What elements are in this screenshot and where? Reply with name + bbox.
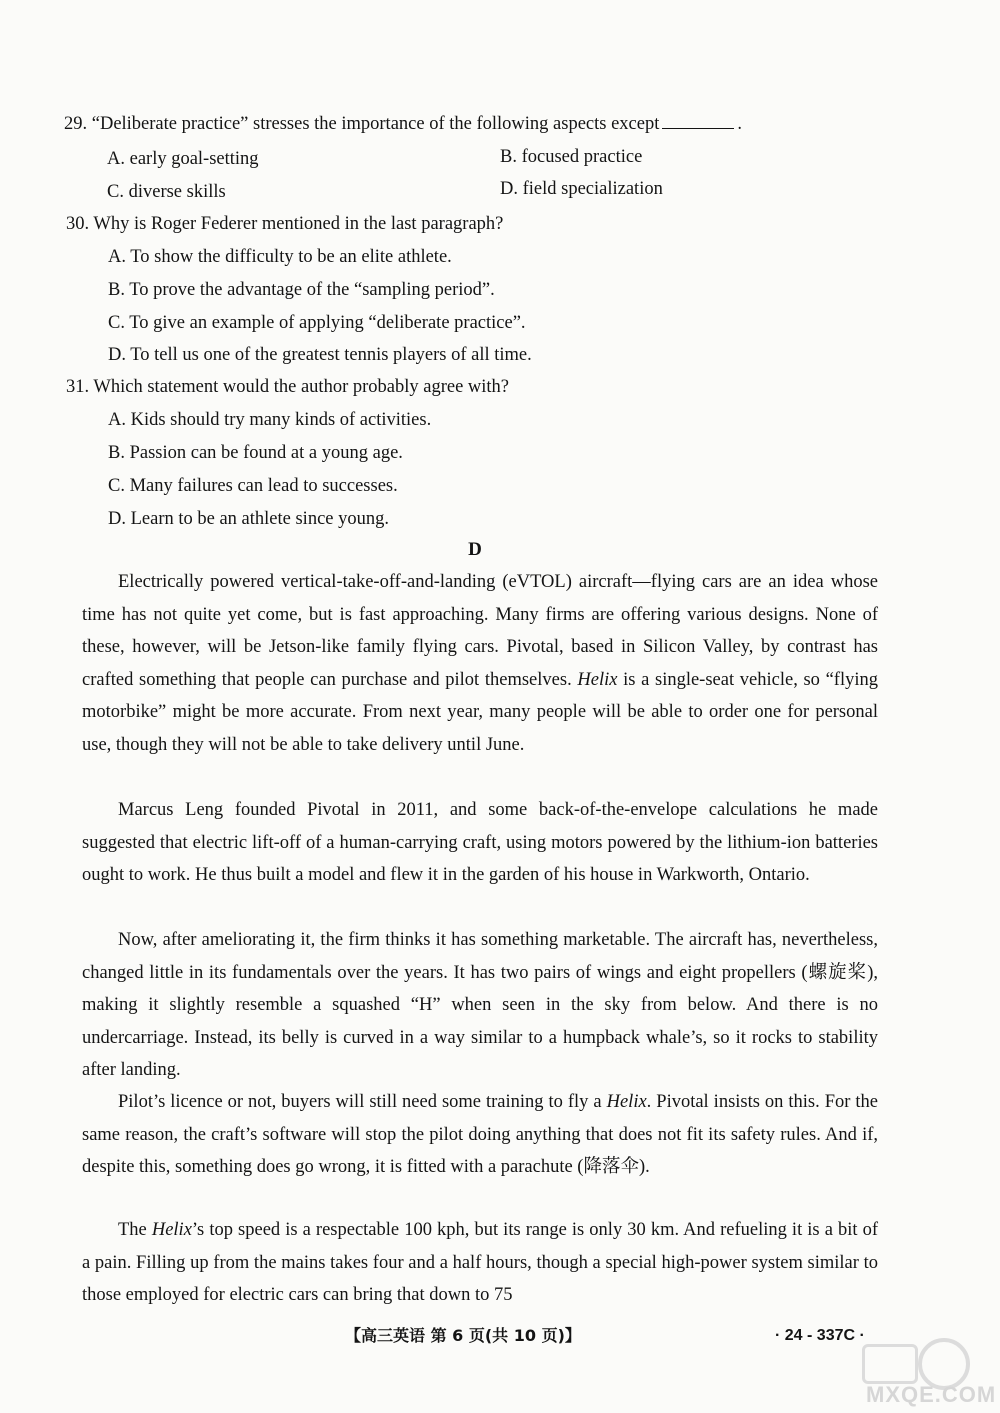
option-29-b: B. focused practice: [500, 147, 643, 167]
option-31-d: D. Learn to be an athlete since young.: [108, 509, 389, 529]
question-29-stem: 29. “Deliberate practice” stresses the importance of the following aspects except: [64, 114, 660, 134]
question-31-stem: 31. Which statement would the author probably agree with?: [66, 377, 510, 397]
option-30-c: C. To give an example of applying “deliberate practice”.: [108, 313, 526, 333]
helix-name: Helix: [606, 1092, 647, 1112]
paragraph-4-head: Pilot’s licence or not, buyers will still need some training to fly a: [118, 1092, 602, 1112]
paragraph-5-head: The: [118, 1220, 147, 1240]
passage-paragraph-1: [82, 566, 878, 762]
passage-paragraph-4: [82, 1086, 878, 1184]
watermark-logo: [858, 1338, 997, 1410]
paragraph-5-tail: ’s top speed is a respectable 100 kph, but its range is only 30 km. And refueling it is a bit of a pain. Filling up from the mains takes four and a half hours, though a special high-power system similar to those employed for electric cars can bring that down to 75: [82, 1220, 878, 1306]
passage-paragraph-3: [82, 924, 878, 1087]
helix-name: Helix: [151, 1220, 192, 1240]
option-29-c: C. diverse skills: [107, 182, 226, 202]
helix-name: Helix: [577, 669, 618, 690]
option-31-a: A. Kids should try many kinds of activities.: [108, 410, 432, 430]
paragraph-4-tail: . Pivotal insists on this. For the same reason, the craft’s software will stop the pilot doing anything that does not fit its safety rules. And if, despite this, something does go wrong, it is fitted with a parachute (降落伞).: [82, 1092, 879, 1178]
footer-title: 【高三英语 第 6 页(共 10 页)】: [345, 1326, 581, 1345]
footer-code: · 24 - 337C ·: [775, 1327, 865, 1344]
paragraph-2-text: Marcus Leng founded Pivotal in 2011, and some back-of-the-envelope calculations he made suggested that electric lift-off of a human-carrying craft, using motors powered by the lithium-ion batteries ought to work. He thus built a model and flew it in the garden of his house in Warkworth, Ontario.: [82, 800, 878, 886]
option-30-a: A. To show the difficulty to be an elite athlete.: [108, 247, 452, 267]
paragraph-1-text: Electrically powered vertical-take-off-and-landing (eVTOL) aircraft—flying cars are an idea whose time has not quite yet come, but is fast approaching. Many firms are offering various designs. None of these, however, will be Jetson-like family flying cars. Pivotal, based in Silicon Valley, by contrast has crafted something that people can purchase and pilot themselves.: [82, 572, 878, 690]
option-29-a: A. early goal-setting: [107, 149, 259, 169]
question-30-stem: 30. Why is Roger Federer mentioned in the last paragraph?: [66, 214, 504, 234]
paragraph-1-tail: is a single-seat vehicle, so “flying motorbike” might be more accurate. From next year, many people will be able to order one for personal use, though they will not be able to take delivery until June.: [82, 669, 879, 755]
question-29-stem-end: .: [737, 114, 742, 134]
section-heading: D: [468, 539, 482, 560]
option-30-d: D. To tell us one of the greatest tennis players of all time.: [108, 345, 532, 365]
watermark-text: MXQE.COM: [866, 1382, 997, 1407]
option-29-d: D. field specialization: [500, 179, 663, 199]
option-31-b: B. Passion can be found at a young age.: [108, 443, 403, 463]
passage-paragraph-5: [82, 1214, 878, 1312]
option-30-b: B. To prove the advantage of the “sampling period”.: [108, 280, 495, 300]
answer-blank: [662, 114, 734, 129]
question-29: [64, 112, 742, 136]
passage-paragraph-2: [82, 794, 878, 892]
option-31-c: C. Many failures can lead to successes.: [108, 476, 398, 496]
paragraph-3-text: Now, after ameliorating it, the firm thinks it has something marketable. The aircraft has, nevertheless, changed little in its fundamentals over the years. It has two pairs of wings and eight propellers (螺旋桨), making it slightly resemble a squashed “H” when seen in the sky from below. And there is no undercarriage. Instead, its belly is curved in a way similar to a humpback whale’s, so it rocks to stability after landing.: [82, 930, 878, 1081]
watermark-box-icon: [862, 1344, 918, 1384]
page-footer: [0, 1324, 1000, 1350]
